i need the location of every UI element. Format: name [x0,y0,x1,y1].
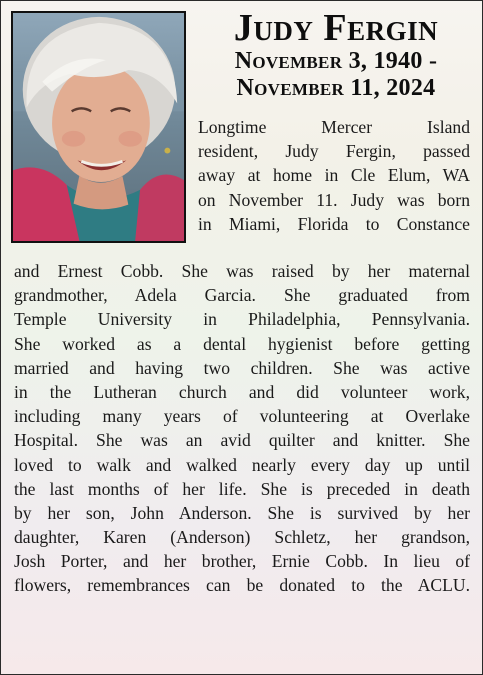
text-line: the last months of her life. She is preceded in death [14,478,470,499]
text-line: on November 11. Judy was born [198,189,470,210]
text-line: married and having two children. She was active [14,357,470,378]
obituary-text-beside-photo [198,115,470,236]
life-dates [190,48,482,102]
text-line: Josh Porter, and her brother, Ernie Cobb. In lieu of [14,551,470,572]
text-line: loved to walk and walked nearly every day up until [14,454,470,475]
obituary-text-full-width [14,259,470,598]
text-line: in the Lutheran church and did volunteer work, [14,381,470,402]
text-line: including many years of volunteering at Overlake [14,406,470,427]
text-line: She worked as a dental hygienist before getting [14,333,470,354]
text-line: away at home in Cle Elum, WA [198,165,470,186]
death-date-line: November 11, 2024 [236,75,436,101]
text-line: Longtime Mercer Island [198,117,470,137]
text-line: daughter, Karen (Anderson) Schletz, her grandson, [14,527,470,548]
text-line: resident, Judy Fergin, passed [198,141,470,162]
birth-date-line: November 3, 1940 - [234,48,438,74]
text-line: and Ernest Cobb. She was raised by her maternal [14,261,470,281]
text-line: Temple University in Philadelphia, Pennsylvania. [14,309,470,330]
text-line: Hospital. She was an avid quilter and knitter. She [14,430,470,451]
text-line: by her son, John Anderson. She is survived by her [14,502,470,523]
text-line: grandmother, Adela Garcia. She graduated from [14,285,470,306]
deceased-name: Judy Fergin [233,7,439,49]
text-line: flowers, remembrances can be donated to the ACLU. [14,575,470,596]
portrait-photo [11,11,186,243]
text-line: in Miami, Florida to Constance [198,213,470,234]
